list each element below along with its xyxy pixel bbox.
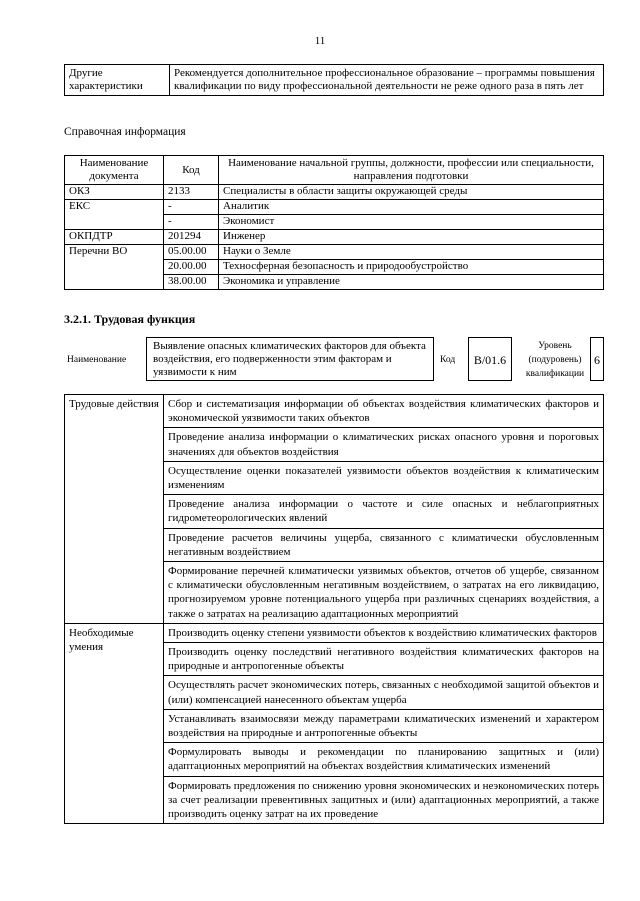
cell-name: Экономист xyxy=(219,215,604,230)
cell-doc xyxy=(65,260,164,275)
table-row xyxy=(65,215,604,230)
cell-code: - xyxy=(164,200,219,215)
labor-function-header xyxy=(64,333,604,385)
action-item: Формирование перечней климатически уязвимых объектов, отчетов об ущербе, связанном с климатически обусловленным негативным воздействием, о затратах на его ликвидацию, прогнозируемом уровне потенциального ущерба при различных сценариях воздействия, а также о затратах на реализацию адаптационных мероприятий xyxy=(164,562,604,624)
other-characteristics-label: Другие характеристики xyxy=(65,65,170,96)
function-name-label: Наименование xyxy=(67,355,127,365)
table-header-row xyxy=(65,156,604,185)
cell-name: Науки о Земле xyxy=(219,245,604,260)
function-code-label: Код xyxy=(440,355,456,365)
qualification-level: 6 xyxy=(590,337,604,381)
cell-code: 05.00.00 xyxy=(164,245,219,260)
cell-doc: Перечни ВО xyxy=(65,245,164,260)
action-item: Проведение анализа информации о частоте и силе опасных и неблагоприятных гидрометеорологических явлений xyxy=(164,495,604,528)
function-code: В/01.6 xyxy=(468,337,512,381)
function-name: Выявление опасных климатических факторов для объекта воздействия, его подверженности этим факторам и уязвимости к ним xyxy=(146,337,434,381)
col-header-code: Код xyxy=(164,156,219,185)
skill-item: Производить оценку последствий негативного воздействия климатических факторов на природные и антропогенные объекты xyxy=(164,643,604,676)
skill-item: Формировать предложения по снижению уровня экономических и неэкономических потерь за счет реализации превентивных защитных и (или) адаптационных мероприятий, а также производить оценку затрат на их проведение xyxy=(164,776,604,824)
skill-item: Производить оценку степени уязвимости объектов к воздействию климатических факторов xyxy=(164,623,604,642)
table-row xyxy=(65,245,604,260)
table-row xyxy=(65,260,604,275)
cell-code: 38.00.00 xyxy=(164,275,219,290)
cell-name: Аналитик xyxy=(219,200,604,215)
cell-code: 201294 xyxy=(164,230,219,245)
table-row xyxy=(65,623,604,642)
cell-doc: ОКЗ xyxy=(65,185,164,200)
other-characteristics-text: Рекомендуется дополнительное профессиональное образование – программы повышения квалификации по виду профессиональной деятельности не реже одного раза в пять лет xyxy=(170,65,604,96)
actions-label: Трудовые действия xyxy=(65,395,164,624)
skills-label: Необходимые умения xyxy=(65,623,164,823)
reference-table xyxy=(64,155,604,290)
skill-item: Формулировать выводы и рекомендации по планированию защитных и (или) адаптационных мероприятий на объектах воздействия климатических изменений xyxy=(164,743,604,776)
table-row xyxy=(65,230,604,245)
cell-code: - xyxy=(164,215,219,230)
action-item: Сбор и систематизация информации об объектах воздействия климатических факторов и экономической уязвимости таких объектов xyxy=(164,395,604,428)
page-number: 11 xyxy=(314,35,326,47)
cell-doc: ЕКС xyxy=(65,200,164,215)
table-row xyxy=(65,185,604,200)
cell-code: 2133 xyxy=(164,185,219,200)
skill-item: Осуществлять расчет экономических потерь, связанных с необходимой защитой объектов и (или) компенсацией нанесенного объектам ущерба xyxy=(164,676,604,709)
cell-doc xyxy=(65,275,164,290)
section-title: 3.2.1. Трудовая функция xyxy=(64,312,196,326)
table-row xyxy=(65,275,604,290)
cell-name: Инженер xyxy=(219,230,604,245)
cell-code: 20.00.00 xyxy=(164,260,219,275)
table-row xyxy=(65,200,604,215)
skill-item: Устанавливать взаимосвязи между параметрами климатических изменений и характером воздействия на природные и антропогенные объекты xyxy=(164,709,604,742)
cell-doc: ОКПДТР xyxy=(65,230,164,245)
col-header-document: Наименование документа xyxy=(65,156,164,185)
action-item: Проведение расчетов величины ущерба, связанного с климатически обусловленным негативным воздействием xyxy=(164,528,604,561)
col-header-name: Наименование начальной группы, должности, профессии или специальности, направления подготовки xyxy=(219,156,604,185)
qualification-level-label: Уровень (подуровень) квалификации xyxy=(525,341,585,379)
cell-name: Специалисты в области защиты окружающей среды xyxy=(219,185,604,200)
action-item: Осуществление оценки показателей уязвимости объектов воздействия к климатическим изменениям xyxy=(164,461,604,494)
table-row xyxy=(65,395,604,428)
cell-name: Экономика и управление xyxy=(219,275,604,290)
cell-name: Техносферная безопасность и природообустройство xyxy=(219,260,604,275)
cell-doc xyxy=(65,215,164,230)
action-item: Проведение анализа информации о климатических рисках опасного уровня и пороговых значениях для объектов воздействия xyxy=(164,428,604,461)
other-characteristics-table xyxy=(64,64,604,96)
labor-function-table xyxy=(64,394,604,824)
reference-title: Справочная информация xyxy=(64,126,186,138)
